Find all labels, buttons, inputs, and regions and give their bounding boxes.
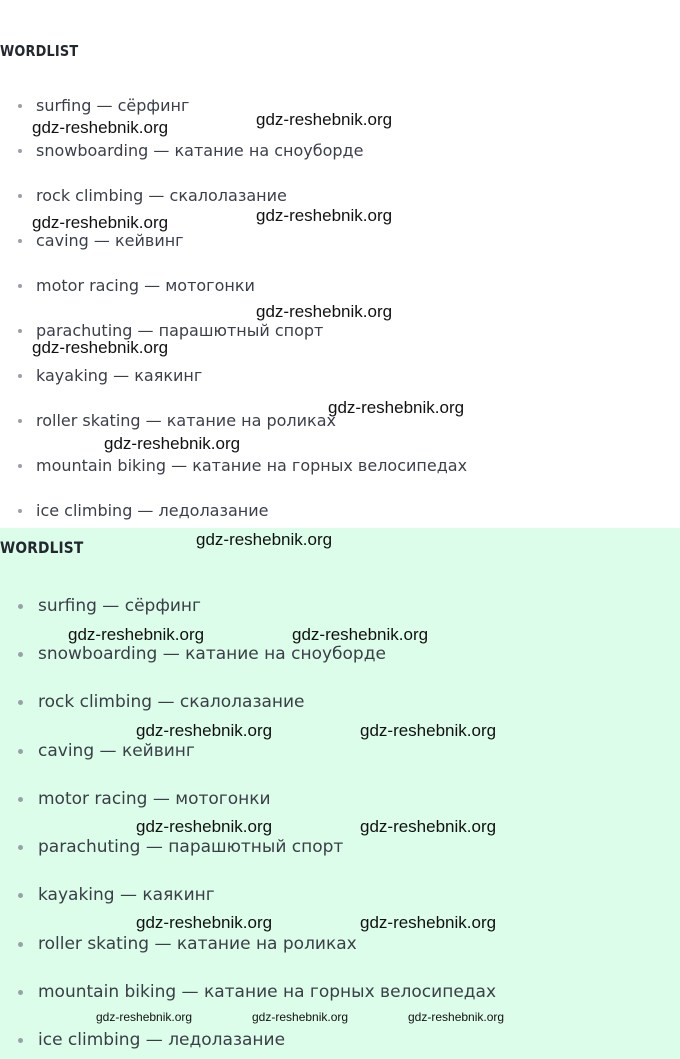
watermark: gdz-reshebnik.org <box>292 625 429 644</box>
dash-separator: — <box>140 1030 169 1050</box>
term-ru: мотогонки <box>165 276 255 295</box>
watermark: gdz-reshebnik.org <box>256 110 393 129</box>
term-en: kayaking <box>38 885 115 905</box>
bullet-icon <box>18 149 22 153</box>
watermark: gdz-reshebnik.org <box>360 721 497 740</box>
term-en: caving <box>38 741 95 761</box>
term-en: motor racing <box>36 276 140 295</box>
term-ru: катание на сноуборде <box>174 141 364 160</box>
bullet-icon <box>18 374 22 378</box>
term-ru: скалолазание <box>169 186 287 205</box>
term-en: roller skating <box>36 411 141 430</box>
dash-separator: — <box>149 934 177 954</box>
term-ru: катание на роликах <box>166 411 336 430</box>
bullet-icon <box>18 604 23 609</box>
bullet-icon <box>18 284 22 288</box>
term-en: rock climbing <box>36 186 144 205</box>
watermark: gdz-reshebnik.org <box>32 118 169 137</box>
bullet-icon <box>18 749 23 754</box>
dash-separator: — <box>152 692 180 712</box>
term-en: ice climbing <box>36 501 133 520</box>
bullet-icon <box>18 797 23 802</box>
bullet-icon <box>18 893 23 898</box>
dash-separator: — <box>143 186 170 205</box>
section-heading: WORDLIST <box>0 538 84 557</box>
list-item <box>0 140 363 162</box>
term-ru: ледолазание <box>168 1030 286 1050</box>
dash-separator: — <box>94 741 122 761</box>
list-item <box>0 980 496 1004</box>
dash-separator: — <box>147 789 176 809</box>
watermark: gdz-reshebnik.org <box>136 913 273 932</box>
watermark: gdz-reshebnik.org <box>256 302 393 321</box>
bullet-icon <box>18 464 22 468</box>
term-en: surfing <box>36 96 92 115</box>
watermark: gdz-reshebnik.org <box>252 1010 349 1024</box>
list-item <box>0 230 184 252</box>
list-item <box>0 932 357 956</box>
term-ru: мотогонки <box>175 789 271 809</box>
term-en: ice climbing <box>38 1030 141 1050</box>
term-ru: ледолазание <box>158 501 269 520</box>
watermark: gdz-reshebnik.org <box>96 1010 193 1024</box>
list-item <box>0 275 255 297</box>
watermark: gdz-reshebnik.org <box>136 817 273 836</box>
dash-separator: — <box>140 837 169 857</box>
watermark: gdz-reshebnik.org <box>328 398 465 417</box>
dash-separator: — <box>157 644 186 664</box>
term-ru: кейвинг <box>114 231 184 250</box>
bullet-icon <box>18 990 23 995</box>
wordlist-section-2 <box>0 528 680 1059</box>
term-en: parachuting <box>38 837 141 857</box>
term-ru: сёрфинг <box>117 96 190 115</box>
dash-separator: — <box>132 321 159 340</box>
term-ru: катание на горных велосипедах <box>203 982 497 1002</box>
term-en: rock climbing <box>38 692 153 712</box>
term-ru: сёрфинг <box>124 596 201 616</box>
term-en: mountain biking <box>36 456 167 475</box>
dash-separator: — <box>114 885 143 905</box>
bullet-icon <box>18 942 23 947</box>
dash-separator: — <box>91 96 118 115</box>
bullet-icon <box>18 509 22 513</box>
list-item <box>0 690 305 714</box>
dash-separator: — <box>88 231 115 250</box>
list-item <box>0 185 287 207</box>
dash-separator: — <box>108 366 135 385</box>
term-en: caving <box>36 231 89 250</box>
bullet-icon <box>18 700 23 705</box>
term-ru: парашютный спорт <box>158 321 324 340</box>
watermark: gdz-reshebnik.org <box>136 721 273 740</box>
term-ru: каякинг <box>134 366 203 385</box>
list-item <box>0 739 195 763</box>
bullet-icon <box>18 194 22 198</box>
list-item <box>0 1028 285 1052</box>
watermark: gdz-reshebnik.org <box>196 530 333 549</box>
term-ru: каякинг <box>142 885 215 905</box>
dash-separator: — <box>132 501 159 520</box>
term-en: mountain biking <box>38 982 177 1002</box>
list-item <box>0 642 386 666</box>
bullet-icon <box>18 329 22 333</box>
dash-separator: — <box>140 411 167 430</box>
term-en: surfing <box>38 596 97 616</box>
watermark: gdz-reshebnik.org <box>32 213 169 232</box>
list-item <box>0 835 343 859</box>
term-en: kayaking <box>36 366 109 385</box>
list-item <box>0 500 268 522</box>
list-item <box>0 787 271 811</box>
watermark: gdz-reshebnik.org <box>360 817 497 836</box>
list-item <box>0 410 336 432</box>
term-en: roller skating <box>38 934 150 954</box>
list-item <box>0 95 189 117</box>
term-ru: катание на сноуборде <box>185 644 386 664</box>
dash-separator: — <box>139 276 166 295</box>
dash-separator: — <box>96 596 125 616</box>
bullet-icon <box>18 1038 23 1043</box>
watermark: gdz-reshebnik.org <box>408 1010 505 1024</box>
term-ru: скалолазание <box>179 692 305 712</box>
term-en: motor racing <box>38 789 148 809</box>
bullet-icon <box>18 104 22 108</box>
watermark: gdz-reshebnik.org <box>104 434 241 453</box>
term-ru: кейвинг <box>121 741 195 761</box>
watermark: gdz-reshebnik.org <box>68 625 205 644</box>
watermark: gdz-reshebnik.org <box>256 206 393 225</box>
bullet-icon <box>18 652 23 657</box>
bullet-icon <box>18 845 23 850</box>
bullet-icon <box>18 419 22 423</box>
dash-separator: — <box>148 141 175 160</box>
list-item <box>0 455 467 477</box>
term-ru: катание на роликах <box>176 934 357 954</box>
list-item <box>0 594 201 618</box>
term-en: snowboarding <box>36 141 149 160</box>
term-en: parachuting <box>36 321 133 340</box>
section-heading: WORDLIST <box>0 42 79 60</box>
term-en: snowboarding <box>38 644 158 664</box>
dash-separator: — <box>176 982 204 1002</box>
wordlist-section-1 <box>0 0 680 528</box>
watermark: gdz-reshebnik.org <box>32 338 169 357</box>
term-ru: парашютный спорт <box>168 837 344 857</box>
bullet-icon <box>18 239 22 243</box>
watermark: gdz-reshebnik.org <box>360 913 497 932</box>
dash-separator: — <box>166 456 193 475</box>
term-ru: катание на горных велосипедах <box>192 456 468 475</box>
list-item <box>0 365 202 387</box>
list-item <box>0 883 215 907</box>
